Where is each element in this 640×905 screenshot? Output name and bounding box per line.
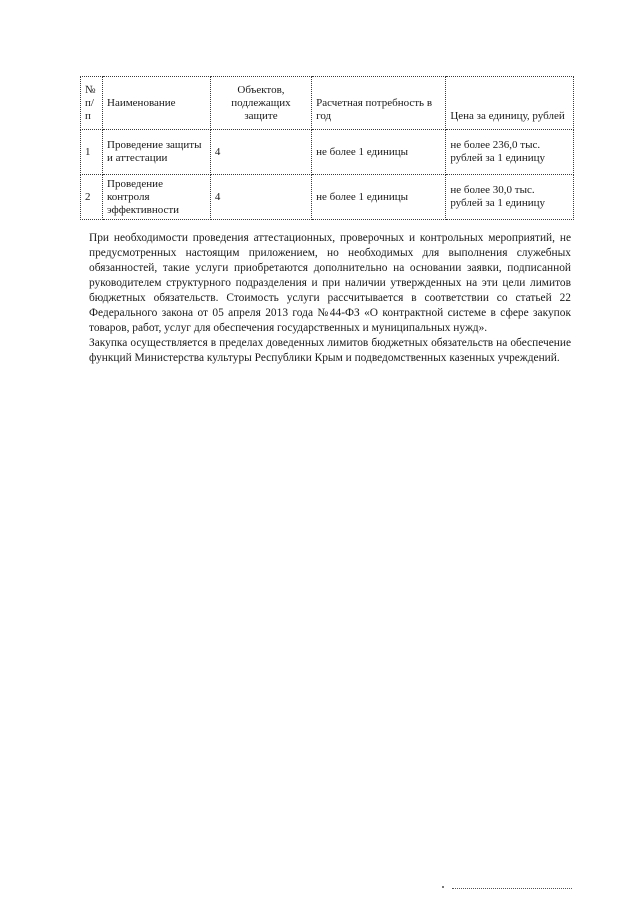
row-name: Проведение защиты и аттестации [103,130,211,175]
paragraph-budget-limits: Закупка осуществляется в пределах доведенных лимитов бюджетных обязательств на обеспечение функций Министерства культуры Республики Крым и подведомственных казенных учреждений. [89,337,571,364]
footer-mark [442,886,444,888]
row-name: Проведение контроля эффективности [103,175,211,220]
row-price: не более 30,0 тыс. рублей за 1 единицу [446,175,574,220]
header-price: Цена за единицу, рублей [446,77,574,130]
table-header-row [81,77,574,130]
header-number: № п/п [81,77,103,130]
header-name: Наименование [103,77,211,130]
row-number: 1 [81,130,103,175]
row-need: не более 1 единицы [312,130,446,175]
row-objects: 4 [210,130,311,175]
table-row [81,130,574,175]
row-number: 2 [81,175,103,220]
row-objects: 4 [210,175,311,220]
paragraph-procurement-conditions: При необходимости проведения аттестационных, проверочных и контрольных мероприятий, не предусмотренных настоящим приложением, но необходимых для выполнения служебных обязанностей, такие услуги приобретаются дополнительно на основании заявки, подписанной руководителем структурного подразделения и при наличии утвержденных на эти цели лимитов бюджетных обязательств. Стоимость услуги рассчитывается в соответствии со статьей 22 Федерального закона от 05 апреля 2013 года №44-ФЗ «О контрактной системе в сфере закупок товаров, работ, услуг для обеспечения государственных и муниципальных нужд». [89,232,571,334]
header-need: Расчетная потребность в год [312,77,446,130]
table-row [81,175,574,220]
footer-line [452,888,572,889]
row-need: не более 1 единицы [312,175,446,220]
row-price: не более 236,0 тыс. рублей за 1 единицу [446,130,574,175]
body-text [89,231,571,366]
services-table [80,76,574,220]
header-objects: Объектов, подлежащих защите [210,77,311,130]
